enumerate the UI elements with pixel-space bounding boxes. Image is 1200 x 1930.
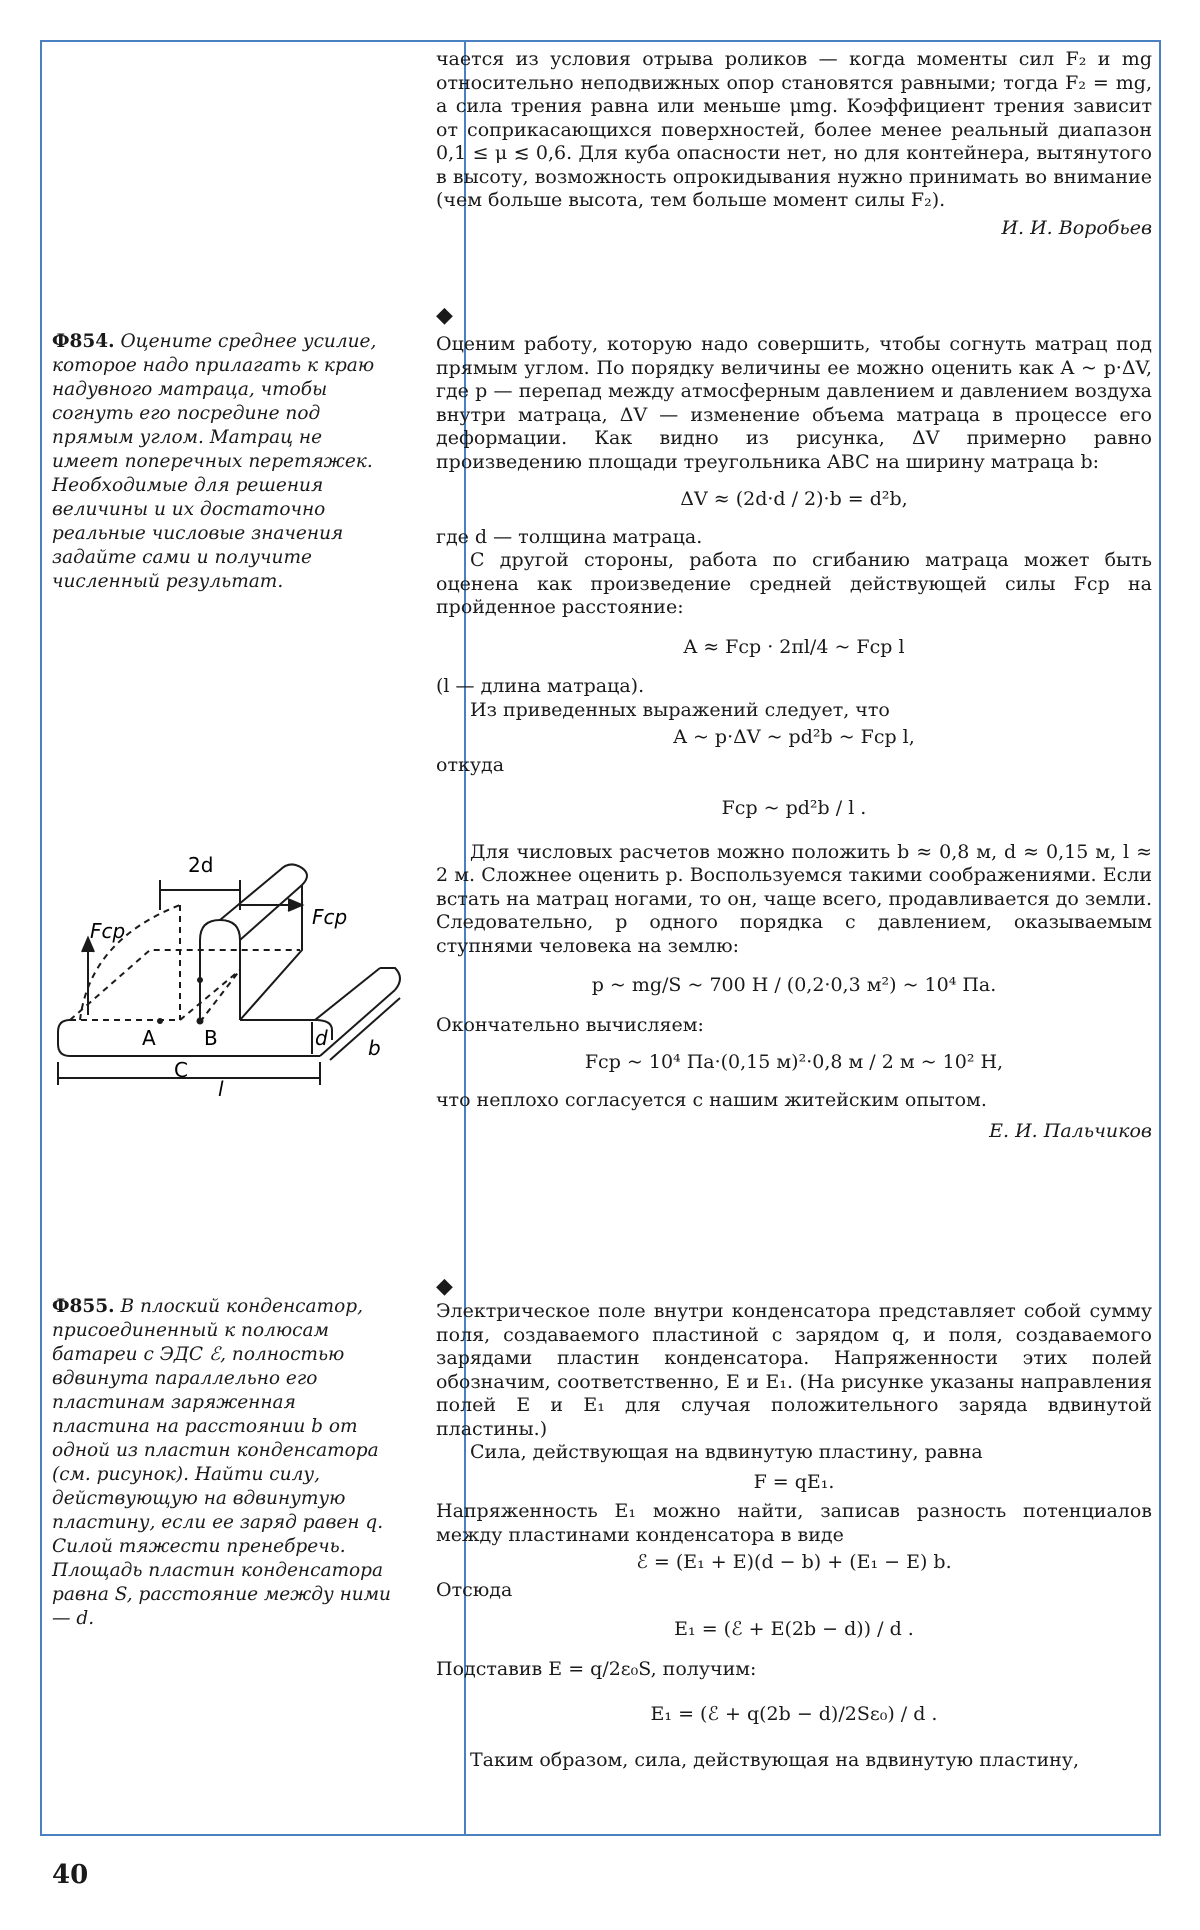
solution855-p4: Отсюда	[436, 1578, 513, 1601]
problem855-statement	[52, 1295, 392, 1631]
solution854-eq4: Fср ~ pd²b / l .	[721, 797, 867, 819]
solution855-eq4: E₁ = (ℰ + q(2b − d)/2Sε₀) / d .	[650, 1703, 938, 1725]
solution854-p3: С другой стороны, работа по сгибанию матраца может быть оценена как произведение средней действующей силы Fср на пройденное расстояние:	[436, 549, 1152, 618]
problem854-solution	[436, 305, 1152, 1144]
solution854-p7: Для числовых расчетов можно положить b ≈ 0,8 м, d ≈ 0,15 м, l ≈ 2 м. Сложнее оценить p. Воспользуемся такими соображениями. Если встать на матрац ногами, то он, чаще всего, продавливается до земли. Следовательно, p одного порядка с давлением, оказываемым ступнями человека на землю:	[436, 840, 1152, 957]
solution854-p6: откуда	[436, 753, 505, 776]
solution855-p2: Сила, действующая на вдвинутую пластину, равна	[470, 1441, 983, 1463]
fig-label-l: l	[218, 1077, 224, 1100]
fig-label-f-right: Fср	[312, 905, 348, 929]
block1-text: чается из условия отрыва роликов — когда моменты сил F₂ и mg относительно неподвижных опор становятся равными; тогда F₂ = mg, а сила трения равна или меньше μmg. Коэффициент трения зависит от соприкасающихся поверхностей, более менее реальный диапазон 0,1 ≤ μ ≲ 0,6. Для куба опасности нет, но для контейнера, вытянутого в высоту, возможность опрокидывания нужно принимать во внимание (чем больше высота, тем больше момент силы F₂).	[436, 48, 1152, 211]
problem855-text: В плоский конденсатор, присоединенный к полюсам батареи с ЭДС ℰ, полностью вдвинута параллельно его пластинам заряженная пластина на расстоянии b от одной из пластин конденсатора (см. рисунок). Найти силу, действующую на вдвинутую пластину, если ее заряд равен q. Силой тяжести пренебречь. Площадь пластин конденсатора равна S, расстояние между ними — d.	[52, 1296, 391, 1629]
fig-label-2d: 2d	[188, 853, 214, 877]
solution854-signature: Е. И. Пальчиков	[989, 1120, 1152, 1142]
solution855-eq1: F = qE₁.	[753, 1470, 835, 1493]
solution854-eq3: A ~ p·ΔV ~ pd²b ~ Fср l,	[673, 726, 915, 748]
solution855-p6: Таким образом, сила, действующая на вдвинутую пластину,	[470, 1748, 1080, 1771]
solution854-eq5: p ~ mg/S ~ 700 Н / (0,2·0,3 м²) ~ 10⁴ Па.	[591, 974, 997, 996]
block1-signature: И. И. Воробьев	[1001, 216, 1152, 239]
block1	[436, 48, 1152, 240]
solution854-p5: Из приведенных выражений следует, что	[470, 698, 890, 721]
problem854-text: Оцените среднее усилие, которое надо прилагать к краю надувного матраца, чтобы согнуть его посредине под прямым углом. Матрац не имеет поперечных перетяжек. Необходимые для решения величины и их достаточно реальные числовые значения задайте сами и получите численный результат.	[52, 331, 377, 592]
fig-label-b-point: B	[204, 1026, 218, 1050]
diamond-icon: ◆	[436, 1274, 453, 1299]
solution854-p4: (l — длина матраца).	[436, 675, 645, 697]
solution855-eq3: E₁ = (ℰ + E(2b − d)) / d .	[674, 1618, 914, 1640]
solution854-p8: Окончательно вычисляем:	[436, 1013, 704, 1036]
solution855-p5: Подставив E = q/2ε₀S, получим:	[436, 1657, 757, 1680]
problem854-statement	[52, 330, 392, 594]
problem854-label: Ф854.	[52, 331, 115, 352]
fig-label-d: d	[315, 1026, 328, 1050]
solution854-eq1: ΔV ≈ (2d·d / 2)·b = d²b,	[680, 488, 908, 510]
diamond-icon: ◆	[436, 303, 453, 328]
page-number: 40	[52, 1860, 89, 1890]
problem855-label: Ф855.	[52, 1296, 115, 1317]
problem855-solution	[436, 1276, 1152, 1772]
solution855-eq2: ℰ = (E₁ + E)(d − b) + (E₁ − E) b.	[636, 1551, 952, 1573]
solution854-eq6: Fср ~ 10⁴ Па·(0,15 м)²·0,8 м / 2 м ~ 10² Н,	[584, 1051, 1004, 1073]
fig-label-b-width: b	[368, 1036, 381, 1060]
solution854-eq2: A ≈ Fср · 2πl/4 ~ Fср l	[683, 635, 905, 658]
solution855-p3: Напряженность E₁ можно найти, записав разность потенциалов между пластинами конденсатора в виде	[436, 1500, 1152, 1546]
solution854-p1: Оценим работу, которую надо совершить, чтобы согнуть матрац под прямым углом. По порядку величины ее можно оценить как A ~ p·ΔV, где p — перепад между атмосферным давлением и давлением воздуха внутри матраца, ΔV — изменение объема матраца в процессе его деформации. Как видно из рисунка, ΔV примерно равно произведению площади треугольника ABC на ширину матраца b:	[436, 333, 1152, 473]
fig-label-c: C	[174, 1058, 188, 1082]
solution854-p9: что неплохо согласуется с нашим житейским опытом.	[436, 1088, 987, 1111]
fig-label-f-left: Fср	[90, 919, 126, 943]
solution854-p2: где d — толщина матраца.	[436, 525, 703, 548]
mattress-figure	[50, 840, 410, 1100]
fig-label-a: A	[142, 1026, 156, 1050]
solution855-p1: Электрическое поле внутри конденсатора представляет собой сумму поля, создаваемого пластиной с зарядом q, и поля, создаваемого зарядами пластин конденсатора. Напряженности этих полей обозначим, соответственно, E и E₁. (На рисунке указаны направления полей E и E₁ для случая положительного заряда вдвинутой пластины.)	[436, 1300, 1152, 1440]
